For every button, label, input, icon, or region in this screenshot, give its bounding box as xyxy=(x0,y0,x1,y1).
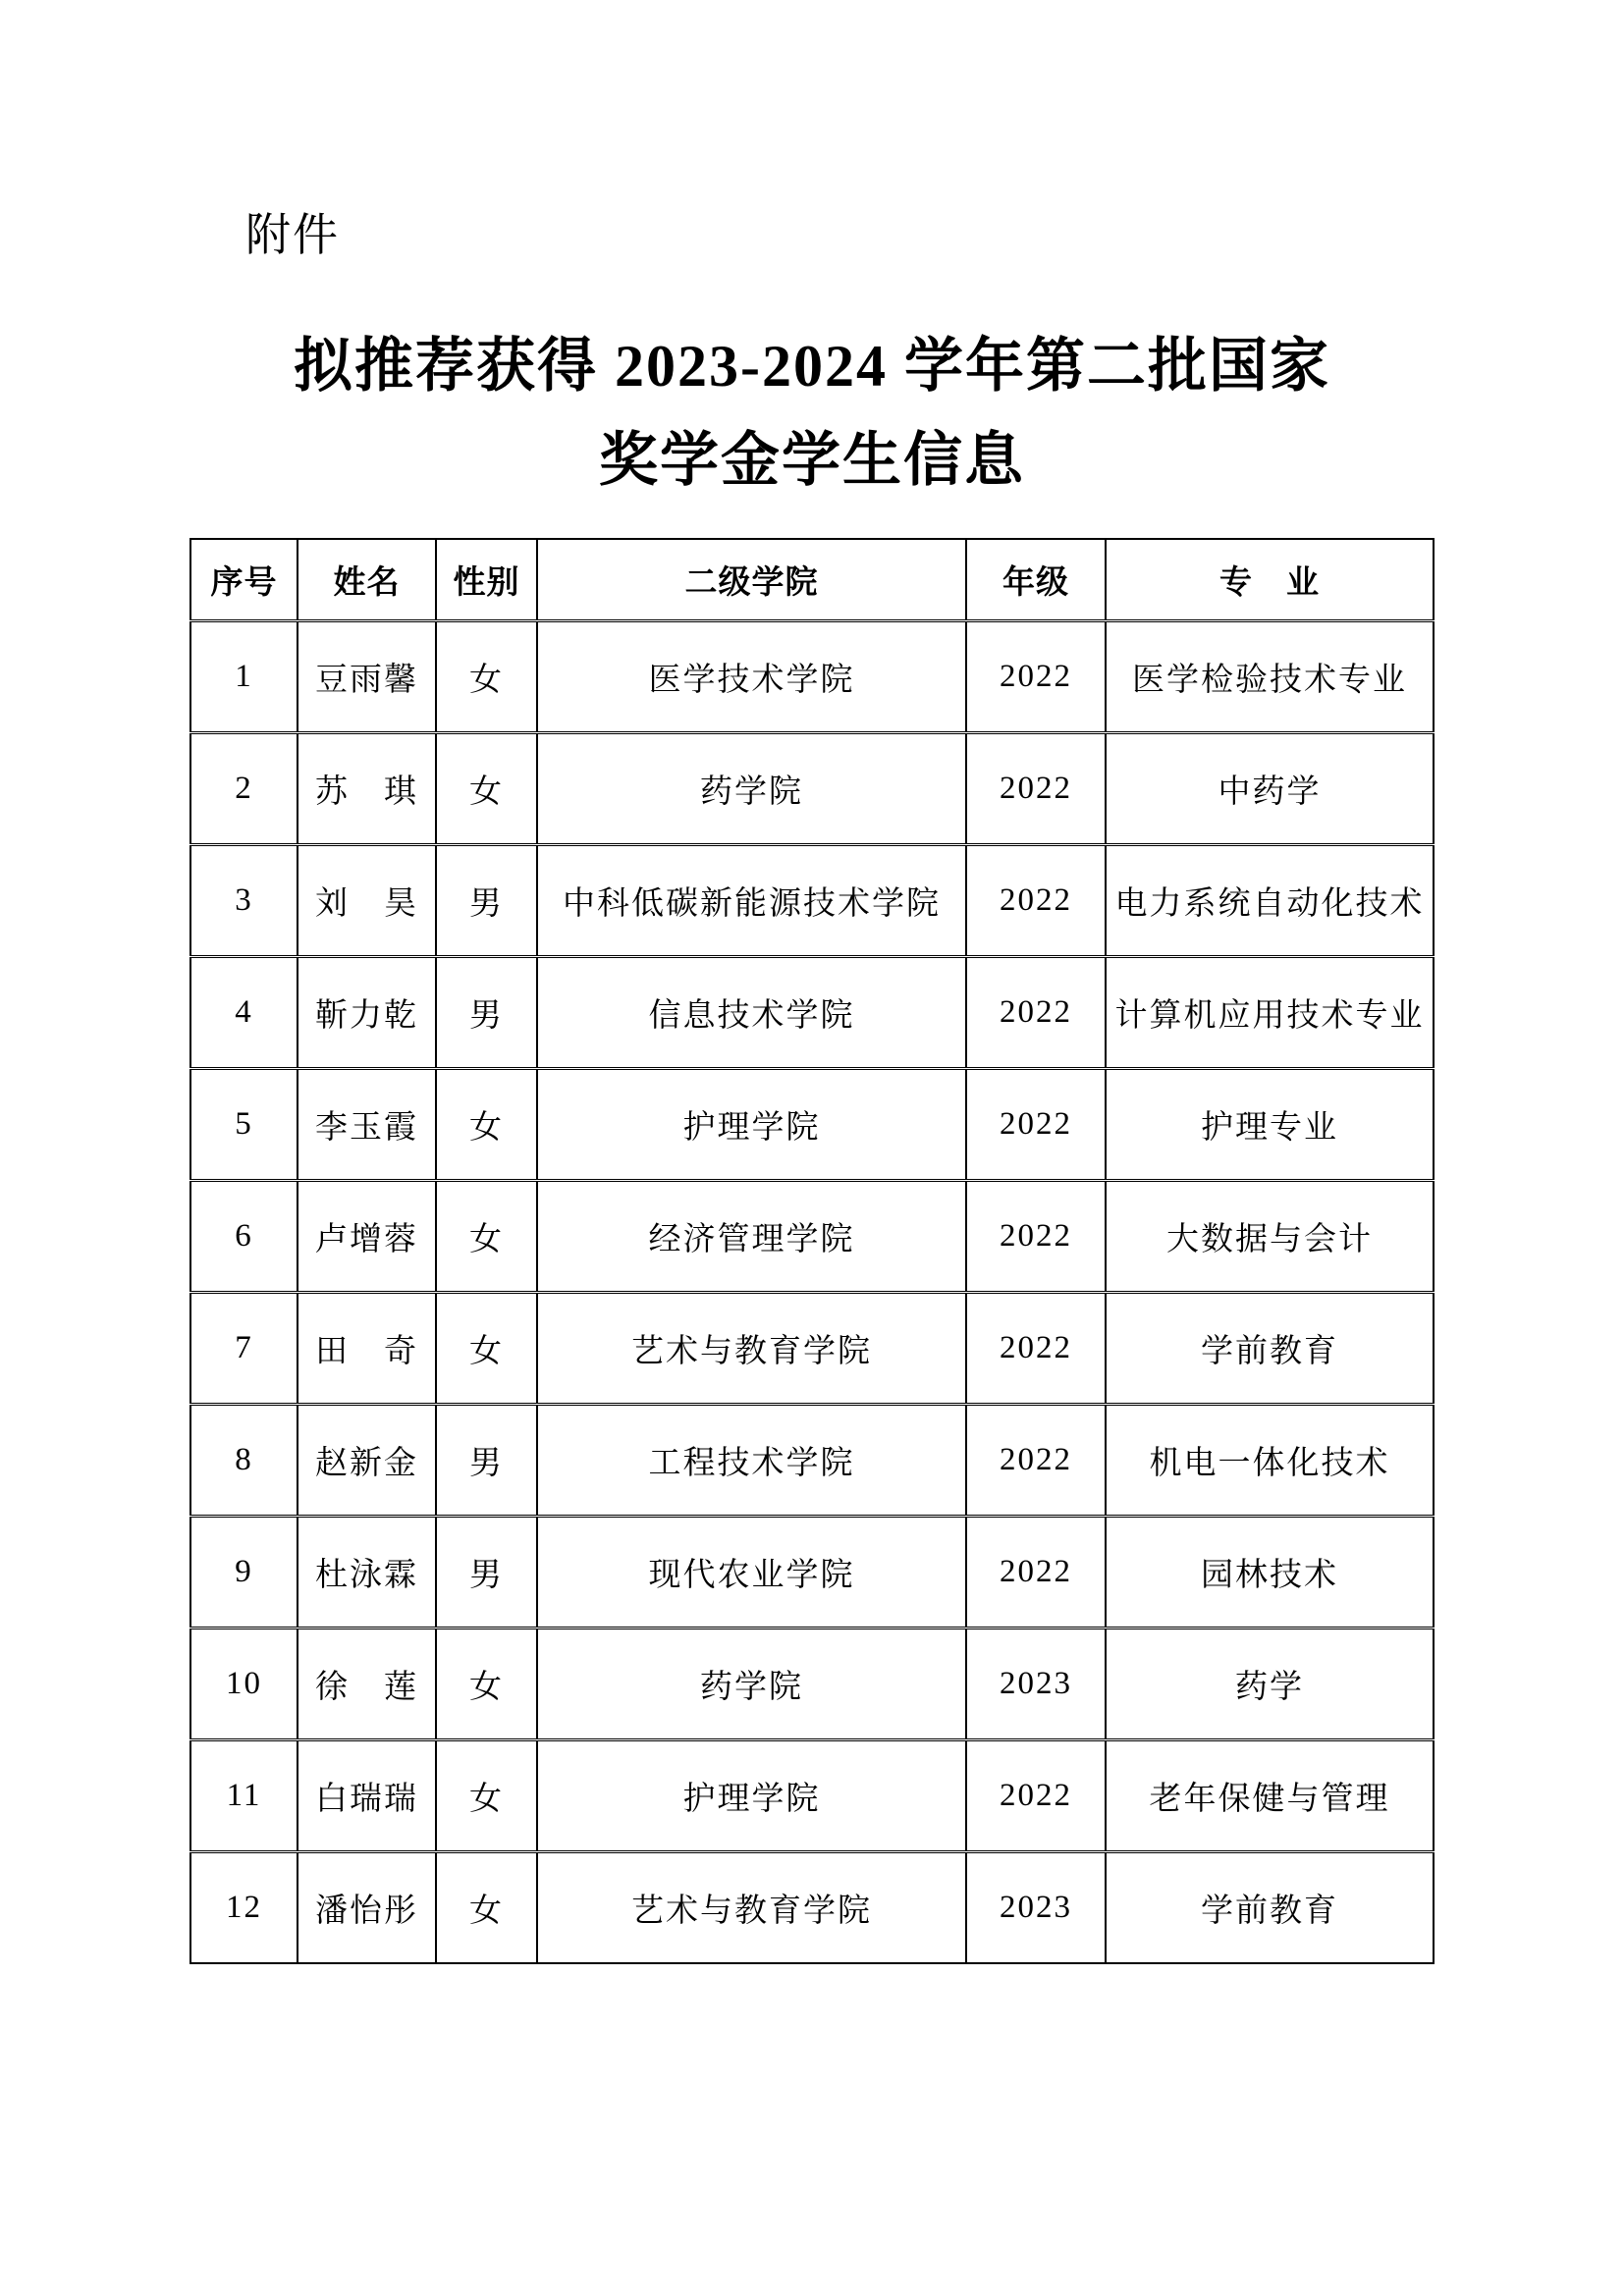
cell-grade: 2022 xyxy=(966,845,1106,957)
cell-major: 园林技术 xyxy=(1106,1517,1434,1629)
header-major: 专 业 xyxy=(1106,539,1434,621)
table-body xyxy=(190,621,1434,1964)
cell-grade: 2022 xyxy=(966,1293,1106,1405)
cell-college: 医学技术学院 xyxy=(537,621,966,733)
cell-grade: 2022 xyxy=(966,1405,1106,1517)
table-row xyxy=(190,1181,1434,1293)
table-row xyxy=(190,1852,1434,1964)
cell-grade: 2022 xyxy=(966,621,1106,733)
cell-grade: 2023 xyxy=(966,1852,1106,1964)
cell-college: 信息技术学院 xyxy=(537,957,966,1069)
cell-major: 电力系统自动化技术 xyxy=(1106,845,1434,957)
cell-serial-number: 10 xyxy=(190,1629,298,1740)
cell-college: 中科低碳新能源技术学院 xyxy=(537,845,966,957)
cell-major: 学前教育 xyxy=(1106,1852,1434,1964)
cell-major: 护理专业 xyxy=(1106,1069,1434,1181)
cell-name: 潘怡彤 xyxy=(298,1852,436,1964)
header-grade: 年级 xyxy=(966,539,1106,621)
cell-gender: 女 xyxy=(436,1293,537,1405)
table-row xyxy=(190,1293,1434,1405)
cell-gender: 男 xyxy=(436,1517,537,1629)
cell-gender: 女 xyxy=(436,1629,537,1740)
cell-serial-number: 8 xyxy=(190,1405,298,1517)
cell-name: 赵新金 xyxy=(298,1405,436,1517)
cell-serial-number: 12 xyxy=(190,1852,298,1964)
cell-major: 老年保健与管理 xyxy=(1106,1740,1434,1852)
cell-serial-number: 6 xyxy=(190,1181,298,1293)
cell-major: 学前教育 xyxy=(1106,1293,1434,1405)
cell-name: 靳力乾 xyxy=(298,957,436,1069)
cell-name: 白瑞瑞 xyxy=(298,1740,436,1852)
cell-gender: 男 xyxy=(436,845,537,957)
cell-major: 药学 xyxy=(1106,1629,1434,1740)
table-row xyxy=(190,1069,1434,1181)
cell-grade: 2022 xyxy=(966,1517,1106,1629)
cell-grade: 2022 xyxy=(966,957,1106,1069)
cell-name: 田 奇 xyxy=(298,1293,436,1405)
cell-major: 大数据与会计 xyxy=(1106,1181,1434,1293)
cell-name: 豆雨馨 xyxy=(298,621,436,733)
cell-name: 苏 琪 xyxy=(298,733,436,845)
table-header xyxy=(190,539,1434,621)
cell-college: 药学院 xyxy=(537,1629,966,1740)
cell-grade: 2022 xyxy=(966,733,1106,845)
cell-major: 医学检验技术专业 xyxy=(1106,621,1434,733)
table-row xyxy=(190,1629,1434,1740)
cell-college: 药学院 xyxy=(537,733,966,845)
document-title-line1: 拟推荐获得 2023-2024 学年第二批国家 xyxy=(294,334,1330,399)
header-college: 二级学院 xyxy=(537,539,966,621)
attachment-label: 附件 xyxy=(245,209,340,260)
cell-college: 现代农业学院 xyxy=(537,1517,966,1629)
cell-gender: 女 xyxy=(436,621,537,733)
cell-name: 杜泳霖 xyxy=(298,1517,436,1629)
cell-college: 护理学院 xyxy=(537,1069,966,1181)
table-row xyxy=(190,621,1434,733)
header-gender: 性别 xyxy=(436,539,537,621)
cell-name: 卢增蓉 xyxy=(298,1181,436,1293)
cell-grade: 2022 xyxy=(966,1181,1106,1293)
cell-gender: 女 xyxy=(436,1740,537,1852)
cell-grade: 2022 xyxy=(966,1740,1106,1852)
table-row xyxy=(190,957,1434,1069)
cell-gender: 男 xyxy=(436,957,537,1069)
table-row xyxy=(190,1740,1434,1852)
cell-grade: 2022 xyxy=(966,1069,1106,1181)
scholarship-table xyxy=(189,538,1435,1964)
cell-gender: 女 xyxy=(436,1181,537,1293)
table-header-row xyxy=(190,539,1434,621)
cell-major: 机电一体化技术 xyxy=(1106,1405,1434,1517)
header-serial-number: 序号 xyxy=(190,539,298,621)
cell-major: 计算机应用技术专业 xyxy=(1106,957,1434,1069)
cell-name: 徐 莲 xyxy=(298,1629,436,1740)
cell-gender: 女 xyxy=(436,733,537,845)
cell-college: 经济管理学院 xyxy=(537,1181,966,1293)
table-row xyxy=(190,1405,1434,1517)
cell-gender: 女 xyxy=(436,1069,537,1181)
cell-major: 中药学 xyxy=(1106,733,1434,845)
cell-serial-number: 4 xyxy=(190,957,298,1069)
cell-grade: 2023 xyxy=(966,1629,1106,1740)
cell-serial-number: 11 xyxy=(190,1740,298,1852)
cell-serial-number: 7 xyxy=(190,1293,298,1405)
cell-college: 护理学院 xyxy=(537,1740,966,1852)
cell-serial-number: 1 xyxy=(190,621,298,733)
cell-gender: 女 xyxy=(436,1852,537,1964)
cell-college: 工程技术学院 xyxy=(537,1405,966,1517)
cell-name: 刘 昊 xyxy=(298,845,436,957)
cell-serial-number: 2 xyxy=(190,733,298,845)
cell-gender: 男 xyxy=(436,1405,537,1517)
table-row xyxy=(190,1517,1434,1629)
document-title-line2: 奖学金学生信息 xyxy=(599,428,1025,493)
table-row xyxy=(190,733,1434,845)
cell-name: 李玉霞 xyxy=(298,1069,436,1181)
table-row xyxy=(190,845,1434,957)
cell-serial-number: 9 xyxy=(190,1517,298,1629)
cell-college: 艺术与教育学院 xyxy=(537,1293,966,1405)
cell-college: 艺术与教育学院 xyxy=(537,1852,966,1964)
cell-serial-number: 3 xyxy=(190,845,298,957)
cell-serial-number: 5 xyxy=(190,1069,298,1181)
document-title xyxy=(0,319,1624,507)
header-name: 姓名 xyxy=(298,539,436,621)
